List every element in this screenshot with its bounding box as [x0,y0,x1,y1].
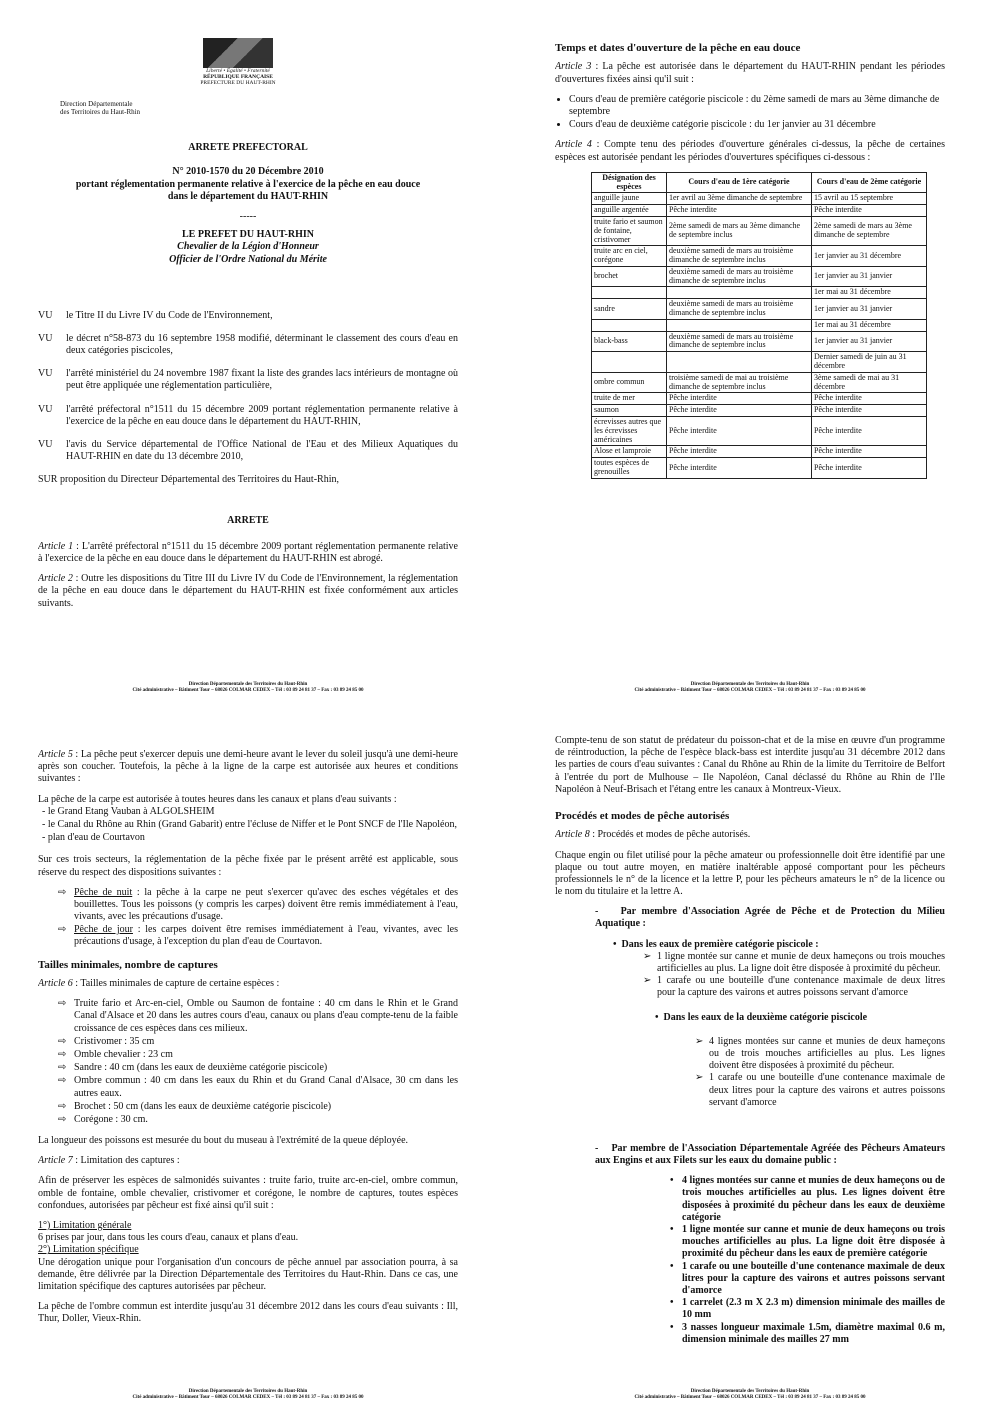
list-item: ➢ 4 lignes montées sur canne et munies de deux hameçons ou de trois mouches artificielles au plus. Les lignes doivent être disposées à proximité du pêcheur. [695,1035,945,1072]
table-cell: sandre [592,299,667,320]
triangle-arrow-icon: ➢ [643,950,652,962]
limitation-generale-label: 1°) Limitation générale [38,1220,132,1232]
peche-jour-item: ⇨ Pêche de jour : les carpes doivent être remises immédiatement à l'eau, vivantes, avec les précautions d'usage, à l'exception du plan d'eau de Courtavon. [58,924,458,948]
table-cell: toutes espèces de grenouilles [592,458,667,479]
table-row [592,458,927,479]
list-item: ⇨ Omble chevalier : 23 cm [58,1048,173,1060]
arrow-icon: ⇨ [58,1048,67,1060]
table-row [592,287,927,299]
table-cell: Pêche interdite [667,393,812,405]
table-cell [667,287,812,299]
table-cell: truite fario et saumon de fontaine, cristivomer [592,216,667,245]
page-2 [555,38,945,698]
table-cell: 1er janvier au 31 janvier [812,266,927,287]
list-item: • 1 carafe ou une bouteille d'une contenance maximale de deux litres pour la capture des vairons et autres poissons servant d'amorce [670,1260,945,1296]
vu-list [38,310,458,464]
list-item: • Cours d'eau de première catégorie piscicole : du 2ème samedi de mars au 3ème dimanche de septembre [569,94,945,118]
table-cell: Pêche interdite [812,405,927,417]
table-cell: ombre commun [592,372,667,393]
longueur-text: La longueur des poissons est mesurée du bout du museau à l'extrémité de la queue déployée. [38,1135,409,1147]
table-cell: Pêche interdite [667,417,812,446]
table-cell: Pêche interdite [667,458,812,479]
arrow-icon: ⇨ [58,998,67,1010]
arrete-title: ARRETE PREFECTORAL [188,142,308,154]
list-item: ➢ 1 carafe ou une bouteille d'une contenance maximale de deux litres pour la capture des vairons et autres poissons servant d'amorce [695,1072,945,1108]
table-cell: 15 avril au 15 septembre [812,193,927,205]
table-row [592,372,927,393]
list-item: ➢ 1 carafe ou une bouteille d'une contenance maximale de deux litres pour la capture des vairons et autres poissons servant d'amorce [643,975,945,999]
logo-motto: Liberté • Égalité • Fraternité [206,68,270,74]
table-cell: Pêche interdite [812,393,927,405]
table-row [592,446,927,458]
limitation-specifique-text: Une dérogation unique pour l'organisation d'un concours de pêche annuel par association pourra, à sa demande, être délivrée par la Direction Départementale des Territoires du Haut-Rhin. Dans ce cas, une limitation spécifique des captures autorisées par pêcheur. [38,1256,458,1292]
vu-item: VU l'arrêté ministériel du 24 novembre 1987 fixant la liste des grandes lacs intérieurs de montagne où peut être appliquée une réglementation particulière, [38,368,458,392]
table-cell: 1er mai au 31 décembre [812,287,927,299]
list-item: ⇨ Ombre commun : 40 cm dans les eaux du Rhin et du Grand Canal d'Alsace, 30 cm dans les autres eaux. [58,1075,458,1099]
table-cell: Alose et lamproie [592,446,667,458]
arrete-subject-1: portant réglementation permanente relative à l'exercice de la pêche en eau douce [75,178,421,190]
legion-title: Chevalier de la Légion d'Honneur [177,241,319,253]
engin-text: Chaque engin ou filet utilisé pour la pêche amateur ou professionnelle doit être identifié par une plaque ou tout autre moyen, en matière inaltérable apposé comportant pour les pêcheurs professionnels le n° de la licence et la lettre P, pour les pêcheurs amateurs le n° de la licence ou le nom du titulaire et la lettre A. [555,849,945,898]
section-heading-procedes: Procédés et modes de pêche autorisés [555,809,730,822]
table-cell: saumon [592,405,667,417]
table-row [592,216,927,245]
table-header: Cours d'eau de 2ème catégorie [812,172,927,193]
table-header-row [592,172,927,193]
species-periods-table [591,172,927,479]
carpe-intro: La pêche de la carpe est autorisée à toutes heures dans les canaux et plans d'eau suivants : [38,793,397,805]
page-3 [38,735,458,1405]
table-cell: Pêche interdite [812,205,927,217]
arrow-icon: ⇨ [58,924,67,936]
article-7: Article 7 : Limitation des captures : [38,1155,180,1167]
table-cell: deuxième samedi de mars au troisième dimanche de septembre inclus [667,246,812,267]
table-row [592,266,927,287]
article-1: Article 1 : L'arrêté préfectoral n°1511 du 15 décembre 2009 portant réglementation permanente relative à l'exercice de la pêche en eau douce dans le département du HAUT-RHIN est abrogé. [38,540,458,564]
table-row [592,205,927,217]
logo-prefecture: PREFECTURE DU HAUT-RHIN [200,80,276,87]
table-cell: Pêche interdite [667,205,812,217]
table-cell [667,319,812,331]
table-header: Désignation des espèces [592,172,667,193]
limitation-specifique-label: 2°) Limitation spécifique [38,1244,139,1256]
page-4 [555,735,945,1405]
list-item: ➢ 1 ligne montée sur canne et munie de deux hameçons ou trois mouches artificielles au plus. La ligne doit être disposée à proximité du pêcheur. [643,950,945,975]
table-cell: 1er janvier au 31 janvier [812,331,927,352]
page-footer: Direction Départementale des Territoires du Haut-Rhin Cité administrative – Bâtiment Tour – 68026 COLMAR CEDEX – Tél : 03 89 24 81 37 – Fax : 03 89 24 85 00 [132,681,364,693]
table-cell: 1er avril au 3ème dimanche de septembre [667,193,812,205]
section-heading-ouverture: Temps et dates d'ouverture de la pêche en eau douce [555,42,801,54]
vu-item: VU l'arrêté préfectoral n°1511 du 15 décembre 2009 portant réglementation permanente relative à l'exercice de la pêche en eau douce dans le département du HAUT-RHIN, [38,403,458,427]
section-heading-tailles: Tailles minimales, nombre de captures [38,958,218,971]
article-6: Article 6 : Tailles minimales de capture de certaine espèces : [38,978,280,990]
list-item: • 3 nasses longueur maximale 1.5m, diamètre maximal 0.6 m, dimension minimale des mailles 27 mm [670,1321,945,1345]
table-cell: Pêche interdite [667,405,812,417]
table-cell: Dernier samedi de juin au 31 décembre [812,352,927,373]
adapaef-heading: - Par membre de l'Association Départementale Agréée des Pêcheurs Amateurs aux Engins et aux Filets sur les eaux du domaine public : [595,1142,945,1167]
article-8: Article 8 : Procédés et modes de pêche autorisés. [555,829,751,841]
list-item: - plan d'eau de Courtavon [42,832,145,844]
marianne-logo-icon [203,38,273,68]
arrow-icon: ⇨ [58,1113,67,1125]
arrete-heading: ARRETE [227,514,269,526]
ordre-title: Officier de l'Ordre National du Mérite [169,253,327,265]
table-row [592,405,927,417]
table-cell: 1er mai au 31 décembre [812,319,927,331]
republic-logo [198,38,278,86]
table-cell: 1er janvier au 31 décembre [812,246,927,267]
separator: ----- [239,210,257,222]
limitation-generale-text: 6 prises par jour, dans tous les cours d'eau, canaux et plans d'eau. [38,1232,299,1244]
list-item: ⇨ Cristivomer : 35 cm [58,1035,155,1047]
vu-item: VU le décret n°58-873 du 16 septembre 1958 modifié, déterminant le classement des cours d'eau en deux catégories piscicoles, [38,332,458,357]
table-cell [592,287,667,299]
table-row [592,193,927,205]
prefet-title: LE PREFET DU HAUT-RHIN [182,229,314,241]
table-cell: deuxième samedi de mars au troisième dimanche de septembre inclus [667,266,812,287]
table-cell: 2ème samedi de mars au 3ème dimanche de septembre [812,216,927,245]
triangle-arrow-icon: ➢ [695,1072,704,1084]
direction-block [60,100,458,116]
list-item: ⇨ Corégone : 30 cm. [58,1113,148,1125]
list-item: ⇨ Brochet : 50 cm (dans les eaux de deuxième catégorie piscicole) [58,1100,332,1112]
page-footer: Direction Départementale des Territoires du Haut-Rhin Cité administrative – Bâtiment Tour – 68026 COLMAR CEDEX – Tél : 03 89 24 81 37 – Fax : 03 89 24 85 00 [634,1388,866,1400]
arrow-icon: ⇨ [58,1100,67,1112]
table-body [592,193,927,479]
article-4: Article 4 : Compte tenu des périodes d'ouverture générales ci-dessus, la pêche de certaines espèces est autorisée pendant les périodes d'ouvertures spécifiques ci-dessous : [555,139,945,163]
table-cell: 3ème samedi de mai au 31 décembre [812,372,927,393]
page-1 [38,38,458,698]
table-cell: Pêche interdite [667,446,812,458]
blackbass-text: Compte-tenu de son statut de prédateur du poisson-chat et de la mise en œuvre d'un programme de réintroduction, la pêche de l'espèce black-bass est interdite jusqu'au 31 décembre 2012 dans les parties de cours d'eau suivantes : Canal du Rhône au Rhin de la limite du Territoire de Belfort à l'entrée du port de Mulhouse – Ile Napoléon, Canal déclassé du Rhône au Rhin de l'Ile Napoléon à Neuf-Brisach et l'étang entre les canaux à Montreux-Vieux. [555,735,945,795]
arrow-icon: ⇨ [58,1062,67,1074]
vu-item: VU l'avis du Service départemental de l'Office National de l'Eau et des Milieux Aquatiques du HAUT-RHIN en date du 13 décembre 2010, [38,439,458,463]
article-2: Article 2 : Outre les dispositions du Titre III du Livre IV du Code de l'Environnement, la réglementation de la pêche en eau douce dans le département du HAUT-RHIN est fixée conformément aux articles suivants. [38,573,458,609]
table-row [592,299,927,320]
article-3: Article 3 : La pêche est autorisée dans le département du HAUT-RHIN pendant les périodes d'ouvertures fixées ainsi qu'il suit : [555,61,945,85]
vu-item: VU le Titre II du Livre IV du Code de l'Environnement, [38,309,273,321]
table-cell: Pêche interdite [812,458,927,479]
table-row [592,246,927,267]
table-cell: écrevisses autres que les écrevisses américaines [592,417,667,446]
table-row [592,352,927,373]
direction-line-2: des Territoires du Haut-Rhin [60,108,141,117]
list-item: • 1 carrelet (2.3 m X 2.3 m) dimension minimale des mailles de 10 mm [670,1297,945,1321]
list-item: • 1 ligne montée sur canne et munie de deux hameçons ou trois mouches artificielles au plus. La ligne doit être disposée à proximité du pêcheur dans les eaux de première catégorie [670,1224,945,1260]
secteurs-text: Sur ces trois secteurs, la réglementation de la pêche fixée par le présent arrêté est applicable, sous réserve du respect des dispositions suivantes : [38,854,458,878]
table-cell: black-bass [592,331,667,352]
cat2-heading: • Dans les eaux de la deuxième catégorie piscicole [655,1011,868,1023]
table-row [592,393,927,405]
table-cell: anguille jaune [592,193,667,205]
arrete-number: N° 2010-1570 du 20 Décembre 2010 [172,166,324,178]
triangle-arrow-icon: ➢ [643,975,652,987]
table-cell: anguille argentée [592,205,667,217]
page-footer: Direction Départementale des Territoires du Haut-Rhin Cité administrative – Bâtiment Tour – 68026 COLMAR CEDEX – Tél : 03 89 24 81 37 – Fax : 03 89 24 85 00 [634,681,866,693]
logo-republic: RÉPUBLIQUE FRANÇAISE [203,74,273,81]
table-row [592,319,927,331]
arrete-subject-2: dans le département du HAUT-RHIN [167,190,329,202]
arrow-icon: ⇨ [58,1075,67,1087]
list-item: • 4 lignes montées sur canne et munies de deux hameçons ou de trois mouches artificielles au plus. Les lignes doivent être disposées à proximité du pêcheur dans les eaux de deuxième catégorie [670,1175,945,1223]
places-list [38,806,458,845]
category-periods-list [555,94,945,132]
table-row [592,417,927,446]
table-cell: brochet [592,266,667,287]
table-cell: 1er janvier au 31 janvier [812,299,927,320]
page-footer: Direction Départementale des Territoires du Haut-Rhin Cité administrative – Bâtiment Tour – 68026 COLMAR CEDEX – Tél : 03 89 24 81 37 – Fax : 03 89 24 85 00 [132,1388,364,1400]
table-cell: Pêche interdite [812,417,927,446]
article-5: Article 5 : La pêche peut s'exercer depuis une demi-heure avant le lever du soleil jusqu'à une demi-heure après son coucher. Toutefois, la pêche à la ligne de la carpe est autorisée aux heures et conditions suivantes : [38,749,458,785]
peche-nuit-item: ⇨ Pêche de nuit : la pêche à la carpe ne peut s'exercer qu'avec des esches végétales et des bouillettes. Tous les poissons (y compris les carpes) doivent être remis immédiatement à l'eau, vivants, avec les précautions d'usage. [58,886,458,923]
table-cell: truite arc en ciel, corégone [592,246,667,267]
triangle-arrow-icon: ➢ [695,1035,704,1047]
table-cell: truite de mer [592,393,667,405]
direction-line-1: Direction Départementale [60,100,133,109]
preserver-text: Afin de préserver les espèces de salmonidés suivantes : truite fario, truite arc-en-ciel, ombre commun, omble de fontaine, omble chevalier, cristivomer et corégone, le nombre de captures, toutes espèces confondues, autorisées par pêcheur est fixé ainsi qu'il suit : [38,1175,458,1211]
list-item: - le Canal du Rhône au Rhin (Grand Gabarit) entre l'écluse de Niffer et le Pont SNCF de l'Ile Napoléon, [42,818,457,830]
aappma-heading: - Par membre d'Association Agrée de Pêche et de Protection du Milieu Aquatique : [595,906,945,930]
table-cell [667,352,812,373]
table-row [592,331,927,352]
sur-proposition: SUR proposition du Directeur Départemental des Territoires du Haut-Rhin, [38,474,339,486]
ombre-text: La pêche de l'ombre commun est interdite jusqu'au 31 décembre 2012 dans les cours d'eau suivants : Ill, Thur, Doller, Vieux-Rhin. [38,1301,458,1325]
table-cell [592,352,667,373]
sizes-list [38,998,458,1126]
table-cell [592,319,667,331]
table-cell: troisième samedi de mai au troisième dimanche de septembre inclus [667,372,812,393]
cat1-heading: • Dans les eaux de première catégorie piscicole : [613,938,819,950]
list-item: ⇨ Truite fario et Arc-en-ciel, Omble ou Saumon de fontaine : 40 cm dans le Rhin et le Grand Canal d'Alsace et 20 dans les autres cours d'eau, canaux ou plans d'eau compte-tenu de la faible croissance de ces espèces dans ces milieux. [58,998,458,1034]
table-header: Cours d'eau de 1ère catégorie [667,172,812,193]
list-item: ⇨ Sandre : 40 cm (dans les eaux de deuxième catégorie piscicole) [58,1062,328,1074]
arrow-icon: ⇨ [58,1035,67,1047]
table-cell: 2ème samedi de mars au 3ème dimanche de septembre inclus [667,216,812,245]
arrow-icon: ⇨ [58,886,67,898]
table-cell: Pêche interdite [812,446,927,458]
list-item: - le Grand Etang Vauban à ALGOLSHEIM [42,805,215,817]
list-item: • Cours d'eau de deuxième catégorie piscicole : du 1er janvier au 31 décembre [569,119,945,131]
table-cell: deuxième samedi de mars au troisième dimanche de septembre inclus [667,299,812,320]
table-cell: deuxième samedi de mars au troisième dimanche de septembre inclus [667,331,812,352]
